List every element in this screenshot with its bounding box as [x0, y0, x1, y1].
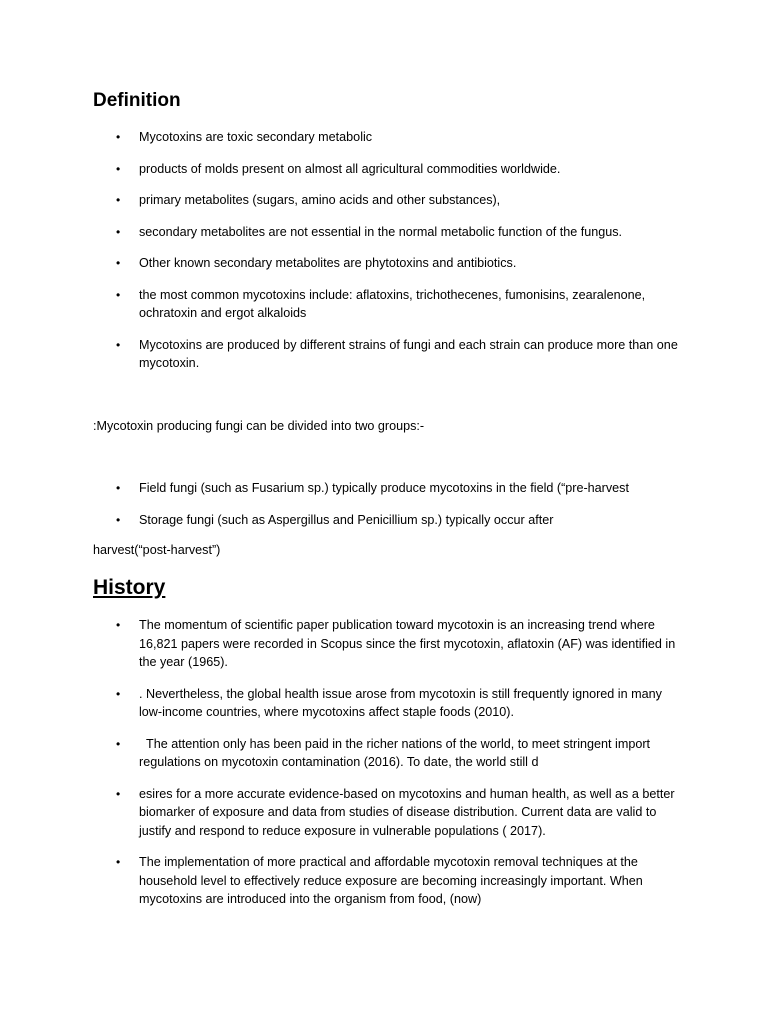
list-item — [0, 336, 768, 373]
bullet-icon: • — [116, 736, 121, 751]
list-item — [0, 160, 768, 179]
definition-heading: Definition — [93, 90, 181, 111]
list-item — [0, 254, 768, 273]
definition-list — [0, 128, 768, 386]
list-item-text: The implementation of more practical and affordable mycotoxin removal techniques at the household level to effectively reduce exposure are becoming increasingly important. When mycotoxins are introduced into the organism from food, (now) — [139, 855, 643, 906]
bullet-icon: • — [116, 287, 121, 302]
list-item-text: the most common mycotoxins include: aflatoxins, trichothecenes, fumonisins, zearalenone, ochratoxin and ergot alkaloids — [139, 287, 646, 320]
list-item-text: Mycotoxins are toxic secondary metabolic — [139, 130, 373, 144]
list-item-text: Field fungi (such as Fusarium sp.) typically produce mycotoxins in the field (“pre-harvest — [139, 481, 629, 495]
bullet-icon: • — [116, 161, 121, 176]
list-item-text: The momentum of scientific paper publication toward mycotoxin is an increasing trend where 16,821 papers were recorded in Scopus since the first mycotoxin, aflatoxin (AF) was identified in the year (1965). — [139, 618, 676, 669]
list-item-text: secondary metabolites are not essential in the normal metabolic function of the fungus. — [139, 224, 623, 239]
list-item — [0, 286, 768, 323]
bullet-icon: • — [116, 481, 121, 495]
list-item — [0, 479, 768, 498]
bullet-icon: • — [116, 337, 121, 352]
bullet-icon: • — [116, 686, 121, 701]
list-item — [0, 853, 768, 909]
list-item-text: The attention only has been paid in the richer nations of the world, to meet stringent import regulations on mycotoxin contamination (2016). To date, the world still d — [139, 736, 654, 769]
list-item — [0, 735, 768, 772]
bullet-icon: • — [116, 130, 121, 144]
list-item — [0, 616, 768, 672]
list-item-text: Storage fungi (such as Aspergillus and Penicillium sp.) typically occur after — [139, 512, 554, 527]
groups-list — [0, 479, 768, 542]
bullet-icon: • — [116, 618, 121, 632]
list-item — [0, 128, 768, 147]
bullet-icon: • — [116, 256, 121, 270]
groups-trailing-text: harvest(“post-harvest”) — [93, 543, 221, 557]
list-item — [0, 685, 768, 722]
list-item-text: primary metabolites (sugars, amino acids and other substances), — [139, 193, 501, 207]
bullet-icon: • — [116, 786, 121, 801]
list-item-text: esires for a more accurate evidence-based on mycotoxins and human health, as well as a better biomarker of exposure and data from studies of disease distribution. Current data are valid to justify and respond to reduce exposure in vulnerable populations ( 2017). — [139, 786, 675, 838]
bullet-icon: • — [116, 512, 121, 527]
list-item-text: Mycotoxins are produced by different strains of fungi and each strain can produce more than one mycotoxin. — [139, 337, 678, 370]
bullet-icon: • — [116, 193, 121, 207]
list-item-text: Other known secondary metabolites are phytotoxins and antibiotics. — [139, 256, 517, 270]
groups-intro: :Mycotoxin producing fungi can be divided into two groups:- — [93, 419, 425, 433]
history-list — [0, 616, 768, 922]
bullet-icon: • — [116, 855, 121, 869]
history-heading: History — [93, 576, 166, 599]
list-item-text: . Nevertheless, the global health issue arose from mycotoxin is still frequently ignored in many low-income countries, where mycotoxins affect staple foods (2010). — [139, 686, 662, 719]
list-item — [0, 223, 768, 242]
bullet-icon: • — [116, 224, 121, 239]
list-item — [0, 191, 768, 210]
list-item — [0, 511, 768, 530]
list-item-text: products of molds present on almost all agricultural commodities worldwide. — [139, 161, 561, 176]
list-item — [0, 785, 768, 841]
